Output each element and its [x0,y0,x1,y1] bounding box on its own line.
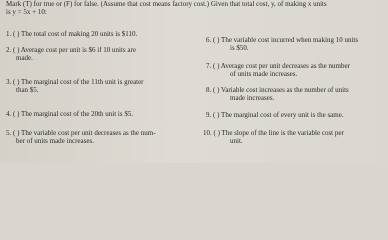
question-text-continued: than $5. [16,85,39,94]
question-2 [6,47,136,63]
question-text: Average cost per unit decreases as the number [220,62,350,70]
question-1 [6,31,137,39]
instructions-line-1: Mark (T) for true or (F) for false. (Assume that cost means factory cost.) Given that total cost, y, of making x units [6,0,327,8]
answer-blank[interactable]: ( ) [13,46,20,54]
answer-blank[interactable]: ( ) [213,129,220,137]
question-9 [206,112,344,120]
question-5 [6,130,156,146]
answer-blank[interactable]: ( ) [213,62,220,70]
question-number: 7. [206,62,212,70]
question-text: The slope of the line is the variable cost per [221,129,344,137]
answer-blank[interactable]: ( ) [13,110,20,118]
answer-blank[interactable]: ( ) [13,78,20,86]
question-text-continued: unit. [230,136,243,145]
question-number: 9. [206,111,212,119]
question-7 [206,63,350,79]
answer-blank[interactable]: ( ) [13,30,20,38]
question-text-continued: is $50. [230,43,249,52]
question-8 [206,87,349,103]
question-10 [203,130,344,146]
question-text-continued: ber of units made increases. [16,136,94,145]
answer-blank[interactable]: ( ) [213,36,220,44]
question-text: The variable cost per unit decreases as the num- [21,129,156,137]
question-number: 8. [206,86,212,94]
question-number: 1. [6,30,12,38]
answer-blank[interactable]: ( ) [213,111,220,119]
question-number: 5. [6,129,12,137]
question-number: 10. [203,129,212,137]
question-text-continued: made increases. [230,93,275,102]
question-text: The marginal cost of every unit is the same. [221,111,344,119]
question-text-continued: made. [16,53,33,62]
question-text: Variable cost increases as the number of units [221,86,349,94]
question-text-continued: of units made increases. [230,69,298,78]
instructions [6,1,384,17]
question-4 [6,111,133,119]
question-text: Average cost per unit is $6 if 10 units are [20,46,136,54]
answer-blank[interactable]: ( ) [213,86,220,94]
question-text: The total cost of making 20 units is $110. [21,30,138,38]
question-text: The marginal cost of the 20th unit is $5. [21,110,134,118]
question-text: The variable cost incurred when making 10 units [221,36,359,44]
answer-blank[interactable]: ( ) [13,129,20,137]
question-number: 2. [6,46,12,54]
question-number: 3. [6,78,12,86]
instructions-line-2: is y = 5x + 10: [6,7,47,16]
question-6 [206,37,358,53]
question-number: 4. [6,110,12,118]
question-3 [6,79,144,95]
question-text: The marginal cost of the 11th unit is greater [21,78,144,86]
question-number: 6. [206,36,212,44]
